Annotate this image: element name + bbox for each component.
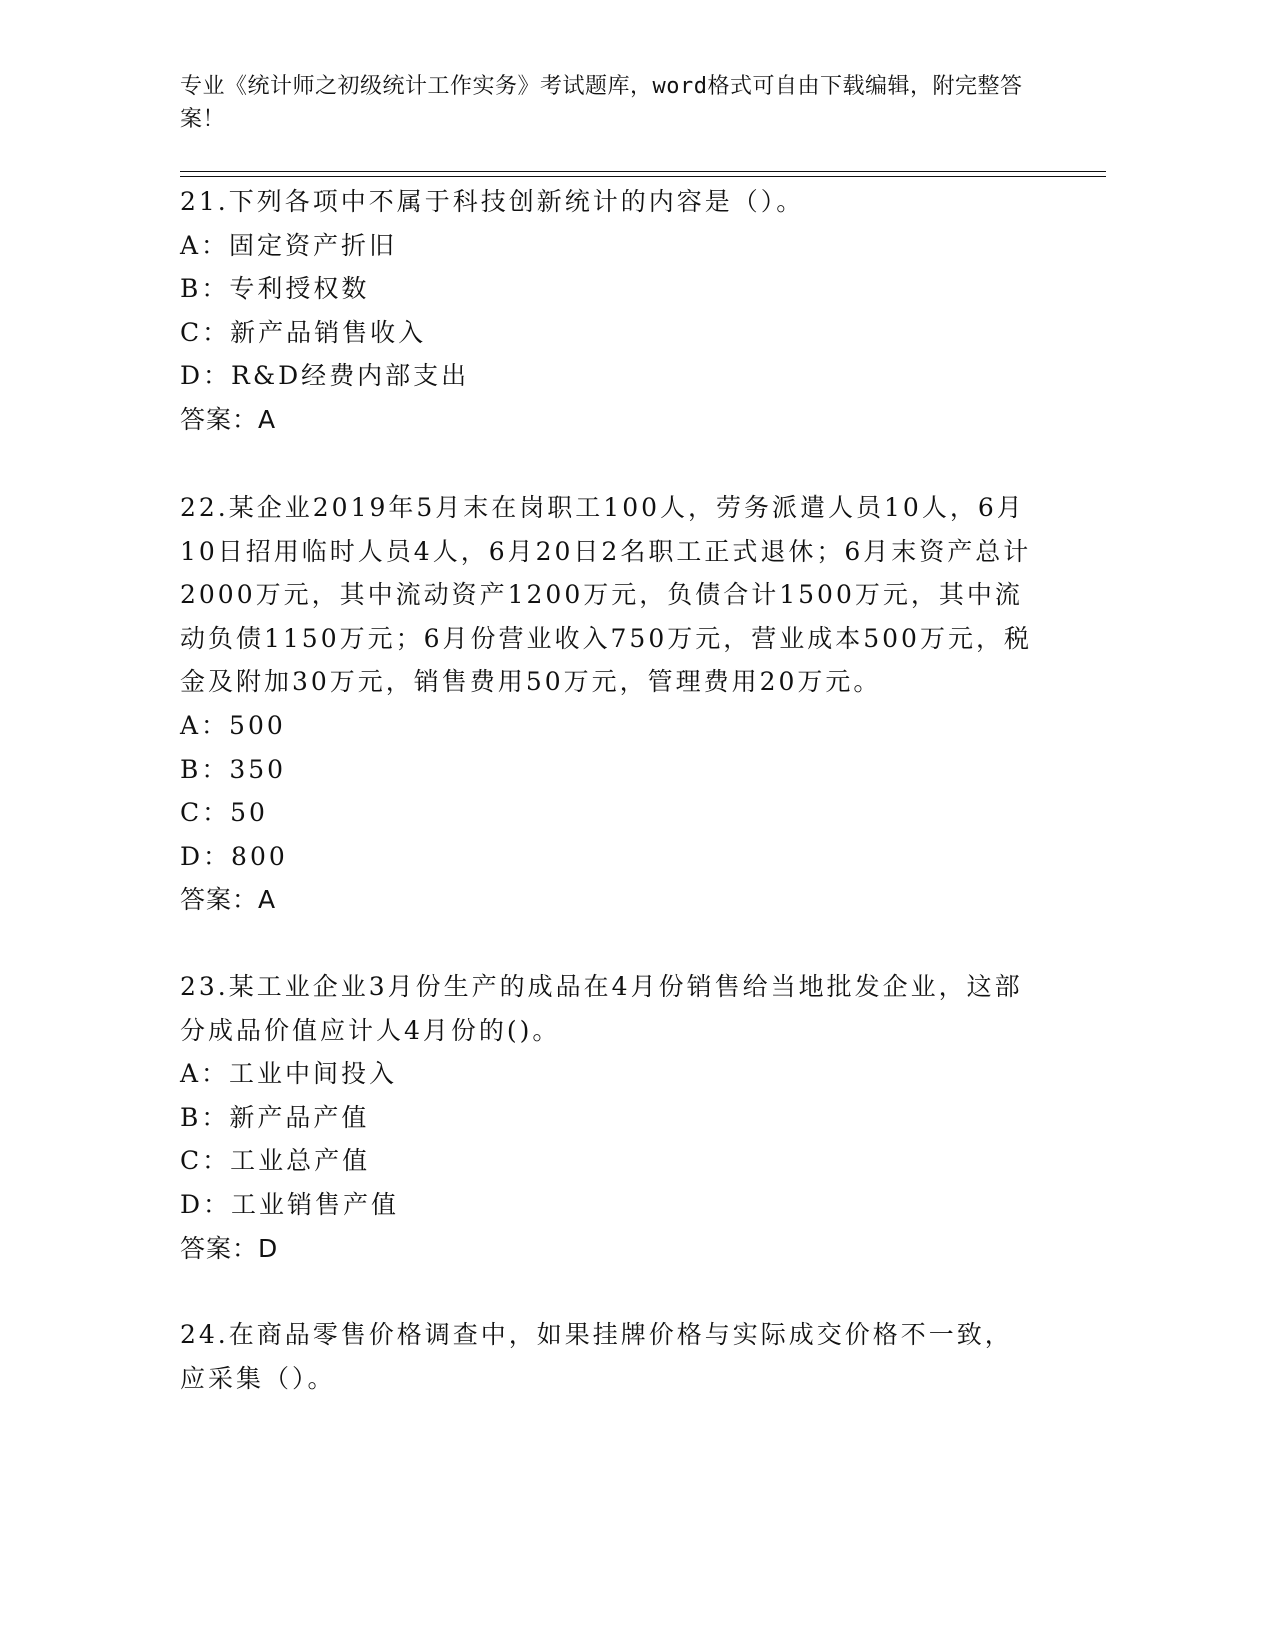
answer: 答案：A xyxy=(180,404,277,434)
question-stem: 23.某工业企业3月份生产的成品在4月份销售给当地批发企业，这部分成品价值应计人4月份的()。 xyxy=(180,972,1023,1045)
document-header: 专业《统计师之初级统计工作实务》考试题库，word格式可自由下载编辑，附完整答案！ xyxy=(180,74,1023,132)
option-a: A：固定资产折旧 xyxy=(180,230,398,260)
option-d: D：R&D经费内部支出 xyxy=(180,361,470,391)
option-b: B：专利授权数 xyxy=(180,274,370,304)
question-stem: 22.某企业2019年5月末在岗职工100人，劳务派遣人员10人，6月10日招用临时人员4人，6月20日2名职工正式退休；6月末资产总计2000万元，其中流动资产1200万元，负债合计1500万元，其中流动负债1150万元；6月份营业收入750万元，营业成本500万元，税金及附加30万元，销售费用50万元，管理费用20万元。 xyxy=(180,493,1032,697)
answer: 答案：D xyxy=(180,1233,279,1263)
header-divider-bottom xyxy=(180,176,1106,177)
question-22 xyxy=(180,486,1040,922)
option-d: D：工业销售产值 xyxy=(180,1189,400,1219)
question-stem: 24.在商品零售价格调查中，如果挂牌价格与实际成交价格不一致，应采集（）。 xyxy=(180,1320,1013,1393)
option-a: A：工业中间投入 xyxy=(180,1059,398,1089)
option-c: C：新产品销售收入 xyxy=(180,317,427,347)
question-23 xyxy=(180,965,1040,1270)
question-stem: 21.下列各项中不属于科技创新统计的内容是（）。 xyxy=(180,187,805,216)
option-d: D：800 xyxy=(180,841,288,871)
header-divider-top xyxy=(180,171,1106,172)
option-c: C：工业总产值 xyxy=(180,1146,371,1176)
question-21 xyxy=(180,180,1040,442)
answer: 答案：A xyxy=(180,885,277,915)
option-b: B：350 xyxy=(180,754,287,784)
option-a: A：500 xyxy=(180,710,286,740)
option-b: B：新产品产值 xyxy=(180,1102,370,1132)
option-c: C：50 xyxy=(180,798,268,828)
question-24 xyxy=(180,1313,1040,1400)
